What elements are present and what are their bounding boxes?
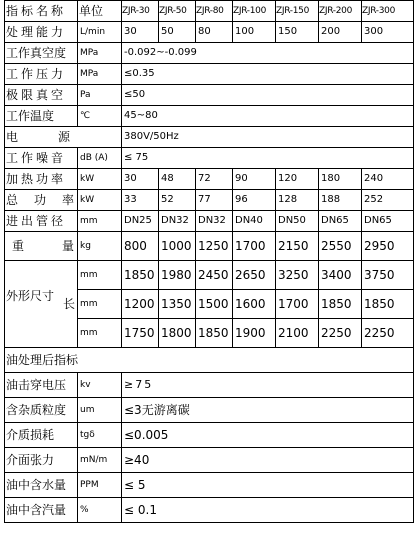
value-cell: 72 (196, 169, 233, 190)
spec-table (4, 0, 414, 523)
label-part: 重 (12, 239, 25, 253)
row-label: 极限真空 (5, 85, 78, 106)
value-cell: 30 (122, 22, 159, 43)
row-noise (5, 148, 414, 169)
value-cell: 30 (122, 169, 159, 190)
row-label: 工作噪音 (5, 148, 78, 169)
row-label (5, 232, 78, 261)
length-label: 长 (62, 296, 75, 311)
row-capacity (5, 22, 414, 43)
label-part: 总 (6, 193, 19, 207)
row-unit: um (78, 398, 122, 423)
value-cell: 1800 (159, 319, 196, 348)
row-unit: ℃ (78, 106, 122, 127)
row-label: 介面张力 (5, 448, 78, 473)
row-unit: MPa (78, 64, 122, 85)
value-cell: 188 (319, 190, 362, 211)
label-part: 源 (58, 130, 71, 144)
row-unit: PPM (78, 473, 122, 498)
row-label: 油击穿电压 (5, 373, 78, 398)
row-label: 工作压力 (5, 64, 78, 85)
value-cell: ≤0.35 (122, 64, 414, 85)
value-cell: 1900 (233, 319, 276, 348)
header-unit: 单位 (78, 1, 122, 22)
model-cell: ZJR-80 (196, 1, 233, 22)
unit-text: mm (80, 328, 98, 338)
value-cell: 120 (276, 169, 319, 190)
value-cell: 1350 (159, 290, 196, 319)
value-cell: 240 (362, 169, 414, 190)
row-power-supply (5, 127, 414, 148)
row-label (5, 127, 122, 148)
model-cell: ZJR-300 (362, 1, 414, 22)
row-temperature (5, 106, 414, 127)
value-cell: 2650 (233, 261, 276, 290)
value-cell: DN25 (122, 211, 159, 232)
label-part: 电 (6, 130, 19, 144)
value-cell: ≤ 5 (122, 473, 414, 498)
value-cell: 1600 (233, 290, 276, 319)
value-cell: 150 (276, 22, 319, 43)
row-label: 油中含汽量 (5, 498, 78, 523)
row-vacuum (5, 43, 414, 64)
value-cell: DN65 (319, 211, 362, 232)
model-cell: ZJR-50 (159, 1, 196, 22)
value-cell: 3250 (276, 261, 319, 290)
row-label: 介质损耗 (5, 423, 78, 448)
value-cell: 200 (319, 22, 362, 43)
row-breakdown (5, 373, 414, 398)
value-cell: 90 (233, 169, 276, 190)
row-unit: mN/m (78, 448, 122, 473)
value-cell: 1750 (122, 319, 159, 348)
value-cell: 1850 (122, 261, 159, 290)
row-label (5, 261, 78, 348)
value-cell: 2100 (276, 319, 319, 348)
row-heating-power (5, 169, 414, 190)
value-cell: 2550 (319, 232, 362, 261)
label-part: 率 (62, 193, 75, 207)
row-loss (5, 423, 414, 448)
row-impurity (5, 398, 414, 423)
row-unit (78, 290, 122, 319)
row-unit: tgδ (78, 423, 122, 448)
row-label: 油中含水量 (5, 473, 78, 498)
value-cell: DN50 (276, 211, 319, 232)
dimensions-label: 外形尺寸 (6, 288, 55, 303)
row-unit: kW (78, 190, 122, 211)
row-unit (78, 319, 122, 348)
row-unit: Pa (78, 85, 122, 106)
row-gas (5, 498, 414, 523)
value-cell: ≤50 (122, 85, 414, 106)
value-cell: 128 (276, 190, 319, 211)
value-cell: 3400 (319, 261, 362, 290)
value-cell: 1850 (196, 319, 233, 348)
row-ultimate-vacuum (5, 85, 414, 106)
value-cell: 2450 (196, 261, 233, 290)
value-cell: DN65 (362, 211, 414, 232)
value-cell: 1500 (196, 290, 233, 319)
value-cell: 2150 (276, 232, 319, 261)
value-cell: 77 (196, 190, 233, 211)
value-cell: 1850 (362, 290, 414, 319)
value-cell: 1700 (276, 290, 319, 319)
section-row (5, 348, 414, 373)
value-cell: ≤ 75 (122, 148, 414, 169)
model-cell: ZJR-100 (233, 1, 276, 22)
row-water (5, 473, 414, 498)
value-cell: ≥40 (122, 448, 414, 473)
row-label (5, 190, 78, 211)
row-unit: MPa (78, 43, 122, 64)
row-length (5, 261, 414, 290)
value-cell: 1980 (159, 261, 196, 290)
row-tension (5, 448, 414, 473)
value-cell: 3750 (362, 261, 414, 290)
row-unit: mm (78, 211, 122, 232)
value-cell: DN32 (159, 211, 196, 232)
row-label: 工作温度 (5, 106, 78, 127)
label-part: 量 (61, 239, 74, 253)
value-cell: 2950 (362, 232, 414, 261)
row-total-power (5, 190, 414, 211)
row-label: 处理能力 (5, 22, 78, 43)
value-cell: 100 (233, 22, 276, 43)
model-cell: ZJR-150 (276, 1, 319, 22)
row-pressure (5, 64, 414, 85)
value-cell: 1000 (159, 232, 196, 261)
value-cell: ≤0.005 (122, 423, 414, 448)
row-label: 进出管径 (5, 211, 78, 232)
label-part: 功 (34, 193, 47, 207)
value-cell: ≥75 (122, 373, 414, 398)
value-cell: 48 (159, 169, 196, 190)
value-cell: 1250 (196, 232, 233, 261)
value-cell: 96 (233, 190, 276, 211)
row-label: 工作真空度 (5, 43, 78, 64)
value-cell: DN40 (233, 211, 276, 232)
value-cell: -0.092~-0.099 (122, 43, 414, 64)
row-weight (5, 232, 414, 261)
row-label: 含杂质粒度 (5, 398, 78, 423)
value-cell: 300 (362, 22, 414, 43)
row-unit: L/min (78, 22, 122, 43)
value-cell: ≤3无游离碳 (122, 398, 414, 423)
header-label: 指标名称 (5, 1, 78, 22)
model-cell: ZJR-200 (319, 1, 362, 22)
row-pipe (5, 211, 414, 232)
row-unit: dB (A) (78, 148, 122, 169)
value-cell: 52 (159, 190, 196, 211)
value-cell: 380V/50Hz (122, 127, 414, 148)
row-unit: kg (78, 232, 122, 261)
header-row (5, 1, 414, 22)
row-unit: kv (78, 373, 122, 398)
value-cell: 1850 (319, 290, 362, 319)
row-label: 加热功率 (5, 169, 78, 190)
value-cell: 33 (122, 190, 159, 211)
value-cell: 180 (319, 169, 362, 190)
value-cell: 2250 (362, 319, 414, 348)
value-cell: 1200 (122, 290, 159, 319)
value-cell: 2250 (319, 319, 362, 348)
value-cell: 50 (159, 22, 196, 43)
row-unit: mm (78, 261, 122, 290)
model-cell: ZJR-30 (122, 1, 159, 22)
value-cell: 45~80 (122, 106, 414, 127)
value-cell: 1700 (233, 232, 276, 261)
value-cell: ≤ 0.1 (122, 498, 414, 523)
value-cell: DN32 (196, 211, 233, 232)
row-unit: % (78, 498, 122, 523)
row-unit: kW (78, 169, 122, 190)
value-cell: 800 (122, 232, 159, 261)
value-cell: 80 (196, 22, 233, 43)
unit-text: mm (80, 299, 98, 309)
value-cell: 252 (362, 190, 414, 211)
section-title: 油处理后指标 (5, 348, 414, 373)
